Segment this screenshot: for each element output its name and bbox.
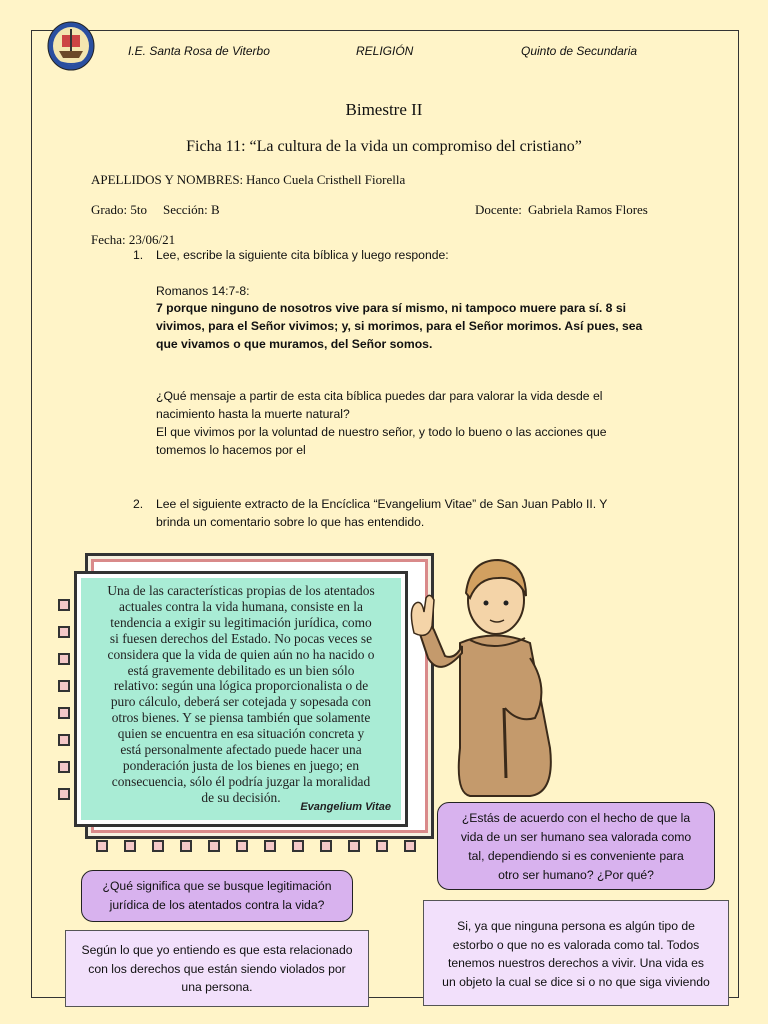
quote-line: de su decisión.	[201, 789, 281, 805]
decor-square	[58, 626, 70, 638]
bimestre-title: Bimestre II	[345, 100, 423, 119]
quote-line: puro cálculo, deberá ser cotejada y sopesada con	[110, 694, 372, 710]
quote-box	[74, 571, 408, 827]
decor-square	[348, 840, 360, 852]
answer-box-left	[65, 930, 369, 1007]
q1-answer-line: El que vivimos por la voluntad de nuestro señor, y todo lo bueno o las acciones que	[156, 425, 607, 439]
decor-square	[292, 840, 304, 852]
ficha-title: Ficha 11: “La cultura de la vida un compromiso del cristiano”	[186, 138, 582, 155]
verse-line: que vivamos o que muramos, del Señor somos.	[156, 337, 433, 351]
decor-square	[404, 840, 416, 852]
decor-square	[264, 840, 276, 852]
quote-line: tendencia a exigir su legitimación jurídica, como	[110, 614, 372, 630]
quote-text	[81, 578, 401, 820]
quote-line: consecuencia, sólo él podría juzgar la moralidad	[111, 773, 371, 789]
seccion-field: Sección: B	[163, 202, 220, 217]
verse-line: 7 porque ninguno de nosotros vive para sí mismo, ni tampoco muere para sí. 8 si	[156, 301, 627, 315]
quote-line: otros bienes. Y se piensa también que solamente	[111, 710, 371, 726]
answer-line: un objeto la cual se dice si o no que siga viviendo	[442, 974, 710, 989]
quote-line: si fuesen derechos del Estado. No pocas veces se	[109, 630, 373, 646]
answer-line: Según lo que yo entiendo es que esta relacionado	[81, 943, 353, 957]
answer-box-right	[423, 900, 729, 1006]
q2-line: Lee el siguiente extracto de la Encíclica “Evangelium Vitae” de San Juan Pablo II. Y	[156, 497, 608, 511]
fecha-field: Fecha: 23/06/21	[91, 232, 176, 247]
quote-line: está gravemente debilitado es un bien sólo	[127, 662, 355, 678]
bubble-line: ¿Estás de acuerdo con el hecho de que la	[461, 811, 691, 825]
q2-line: brinda un comentario sobre lo que has entendido.	[156, 515, 425, 529]
q1-instruction: Lee, escribe la siguiente cita bíblica y luego responde:	[156, 248, 449, 262]
q1-question-line: ¿Qué mensaje a partir de esta cita bíblica puedes dar para valorar la vida desde el	[156, 389, 603, 403]
q1-question-line: nacimiento hasta la muerte natural?	[156, 407, 350, 421]
question-bubble-right	[437, 802, 715, 890]
quote-line: considera que la vida de quien aún no ha nacido o	[107, 646, 375, 662]
quote-source: Evangelium Vitae	[300, 801, 391, 814]
answer-line: con los derechos que están siendo violados por	[88, 961, 346, 976]
answer-line: tenemos nuestros derechos a vivir. Una vida es	[447, 956, 705, 970]
decor-square	[320, 840, 332, 852]
question-bubble-left	[81, 870, 353, 922]
q1-citation: Romanos 14:7-8:	[156, 284, 250, 298]
school-name: I.E. Santa Rosa de Viterbo	[128, 44, 270, 58]
q1-answer-line: tomemos lo hacemos por el	[156, 443, 306, 457]
decor-square	[58, 707, 70, 719]
decor-square	[208, 840, 220, 852]
decor-square	[152, 840, 164, 852]
verse-line: vivimos, para el Señor vivimos; y, si morimos, para el Señor morimos. Así pues, sea	[156, 319, 643, 333]
decor-square	[58, 680, 70, 692]
quote-line: actuales contra la vida humana, consiste en la	[119, 598, 363, 614]
subject-name: RELIGIÓN	[356, 44, 414, 58]
quote-line: Una de las características propias de los atentados	[107, 583, 375, 598]
bubble-line: ¿Qué significa que se busque legitimación	[102, 879, 332, 893]
quote-line: quien se encuentra en esa situación concreta y	[117, 726, 365, 742]
q2-number: 2.	[133, 497, 144, 511]
decor-square	[58, 734, 70, 746]
decor-square	[124, 840, 136, 852]
decor-square	[236, 840, 248, 852]
friar-waving-illustration	[400, 548, 580, 798]
grado-field: Grado: 5to	[91, 202, 147, 217]
q1-number: 1.	[133, 248, 144, 262]
bubble-line: tal, dependiendo si es conveniente para	[468, 849, 684, 863]
decor-square	[58, 653, 70, 665]
decor-square	[96, 840, 108, 852]
decor-square	[376, 840, 388, 852]
decor-square	[58, 599, 70, 611]
names-label: APELLIDOS Y NOMBRES:	[91, 172, 244, 187]
school-crest-icon	[47, 21, 95, 71]
answer-line: estorbo o que no es valorada como tal. Todos	[452, 937, 700, 952]
names-value: Hanco Cuela Cristhell Fiorella	[246, 172, 406, 187]
decor-square	[180, 840, 192, 852]
bubble-line: vida de un ser humano sea valorada como	[460, 830, 692, 844]
quote-line: relativo: según una lógica proporcionalista o de	[113, 678, 369, 694]
answer-line: una persona.	[181, 980, 253, 994]
bubble-line: jurídica de los atentados contra la vida?	[109, 898, 325, 912]
docente-value: Gabriela Ramos Flores	[528, 202, 648, 217]
decor-square	[58, 788, 70, 800]
grade-level: Quinto de Secundaria	[521, 44, 638, 58]
quote-line: está personalmente afectado puede hacer una	[120, 742, 362, 758]
docente-label: Docente:	[475, 202, 522, 217]
quote-line: ponderación justa de los bienes en juego; en	[122, 757, 360, 773]
bubble-line: otro ser humano? ¿Por qué?	[498, 868, 654, 882]
decor-square	[58, 761, 70, 773]
answer-line: Si, ya que ninguna persona es algún tipo de	[457, 919, 695, 933]
